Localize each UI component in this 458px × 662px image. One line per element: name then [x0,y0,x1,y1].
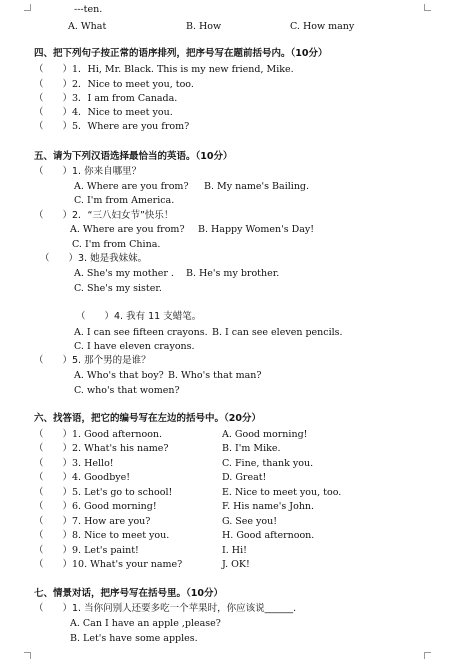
section6-answer-h: H. Good afternoon. [222,530,315,541]
section4-heading: 四、把下列句子按正常的语序排列，把序号写在题前括号内。（10分） [34,48,328,59]
section7-q1-stem: （ ）1. 当你问别人还要多吃一个苹果时，你应该说______. [34,603,297,614]
section5-q2-option-b: B. Happy Women's Day! [198,224,315,235]
section5-q4-option-b: B. I can see eleven pencils. [212,327,343,338]
section6-question-6: （ ）6. Good morning! [34,501,157,512]
prev-question-stem: ---ten. [74,4,103,15]
section6-answer-b: B. I'm Mike. [222,443,281,454]
section5-q2-stem: （ ）2．“三八妇女节”快乐！ [34,210,174,221]
section5-q4-option-c: C. I have eleven crayons. [74,341,195,352]
section5-q5-option-c: C. who's that women? [74,385,180,396]
prev-option-c: C. How many [290,21,355,32]
section5-q1-option-c: C. I'm from America. [74,195,175,206]
section6-answer-i: I. Hi! [222,545,247,556]
section5-q4-stem: （ ）4. 我有 11 支蜡笔。 [76,311,202,322]
section6-question-9: （ ）9. Let's paint! [34,545,139,556]
section6-question-8: （ ）8. Nice to meet you. [34,530,170,541]
section5-q5-option-b: B. Who's that man? [168,370,262,381]
section6-question-10: （ ）10. What's your name? [34,559,183,570]
section5-q1-option-b: B. My name's Bailing. [204,181,310,192]
section5-q3-stem: （ ）3. 她是我妹妹。 [40,253,148,264]
section4-line-4: （ ）4．Nice to meet you. [34,107,173,118]
section6-answer-e: E. Nice to meet you, too. [222,487,342,498]
section4-line-2: （ ）2．Nice to meet you, too. [34,79,194,90]
section4-line-3: （ ）3．I am from Canada. [34,93,178,104]
section6-question-3: （ ）3. Hello! [34,458,114,469]
section6-answer-f: F. His name's John. [222,501,315,512]
section6-answer-a: A. Good morning! [222,429,308,440]
corner-mark-top-right [424,4,431,11]
section5-q3-option-a: A. She's my mother . [74,268,174,279]
section5-q1-stem: （ ）1. 你来自哪里？ [34,166,142,177]
section5-q2-option-a: A. Where are you from? [70,224,185,235]
section6-question-4: （ ）4. Goodbye! [34,472,131,483]
section7-q1-option-a: A. Can I have an apple ,please? [70,618,221,629]
section5-q5-stem: （ ）5. 那个男的是谁？ [34,355,151,366]
corner-mark-bottom-right [424,652,431,659]
section5-q3-option-c: C. She's my sister. [74,283,162,294]
section4-line-1: （ ）1．Hi, Mr. Black. This is my new friend, Mike. [34,64,294,75]
section6-question-7: （ ）7. How are you? [34,516,151,527]
section5-q3-option-b: B. He's my brother. [186,268,280,279]
section6-heading: 六、找答语，把它的编号写在左边的括号中。（20分） [34,413,261,424]
section6-question-2: （ ）2. What's his name? [34,443,169,454]
corner-mark-bottom-left [24,652,31,659]
section6-answer-j: J. OK! [222,559,250,570]
section7-heading: 七、情景对话，把序号写在括号里。（10分） [34,588,223,599]
section6-question-5: （ ）5. Let's go to school! [34,487,173,498]
section6-answer-d: D. Great! [222,472,267,483]
prev-option-a: A. What [68,21,107,32]
section6-answer-c: C. Fine, thank you. [222,458,314,469]
corner-mark-top-left [24,4,31,11]
section5-q4-option-a: A. I can see fifteen crayons. [74,327,208,338]
section6-question-1: （ ）1. Good afternoon. [34,429,163,440]
section5-q2-option-c: C. I'm from China. [72,239,161,250]
section5-q5-option-a: A. Who's that boy? [74,370,164,381]
prev-option-b: B. How [186,21,222,32]
section4-line-5: （ ）5．Where are you from? [34,121,190,132]
section7-q1-option-b: B. Let's have some apples. [70,633,198,644]
section5-heading: 五、请为下列汉语选择最恰当的英语。（10分） [34,151,233,162]
section6-answer-g: G. See you! [222,516,278,527]
section5-q1-option-a: A. Where are you from? [74,181,189,192]
